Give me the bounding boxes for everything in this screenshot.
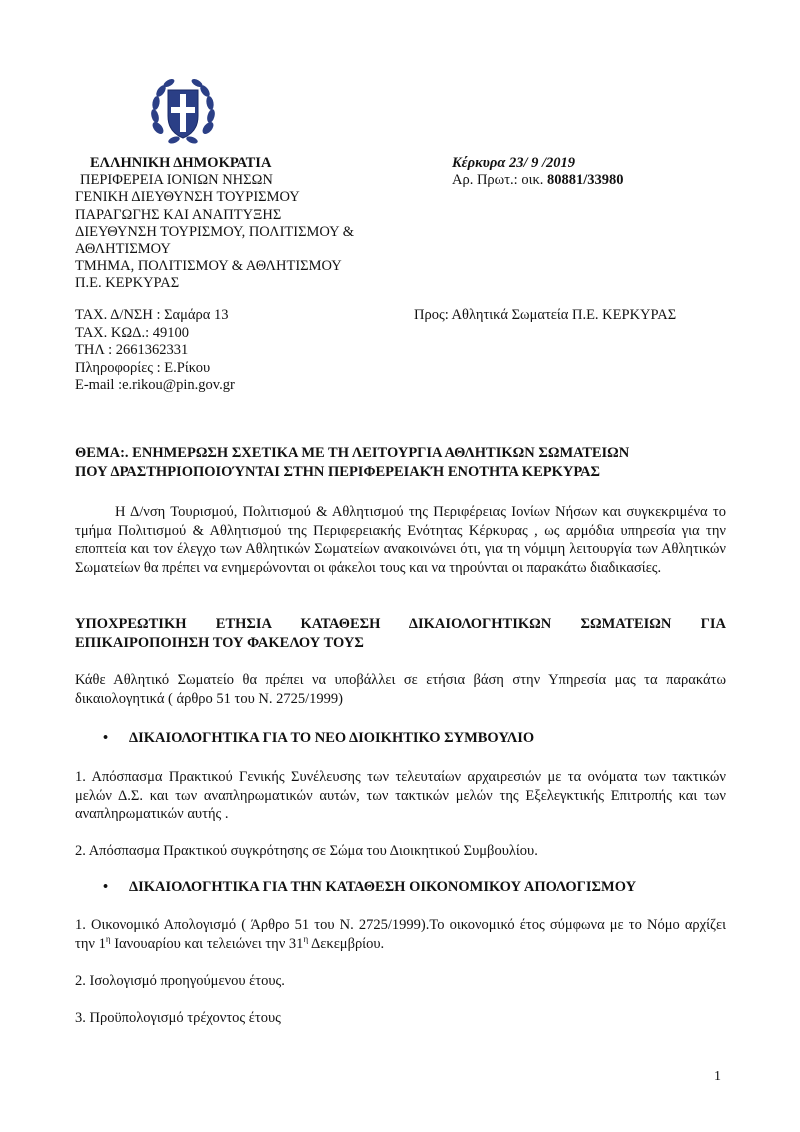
page-number: 1 — [714, 1069, 721, 1084]
contact-block — [75, 307, 235, 395]
document-date: Κέρκυρα 23/ 9 /2019 — [452, 155, 576, 171]
recipient-line: Προς: Αθλητικά Σωματεία Π.Ε. ΚΕΡΚΥΡΑΣ — [414, 307, 677, 323]
board-heading-text: ΔΙΚΑΙΟΛΟΓΗΤΙΚΑ ΓΙΑ ΤΟ ΝΕΟ ΔΙΟΙΚΗΤΙΚΟ ΣΥΜΒΟΥΛΙΟ — [129, 730, 535, 746]
finance-item-2: 2. Ισολογισμό προηγούμενου έτους. — [75, 973, 285, 989]
finance-item-1 — [75, 916, 726, 953]
contact-person: Πληροφορίες : Ε.Ρίκου — [75, 359, 211, 376]
finance-heading-text: ΔΙΚΑΙΟΛΟΓΗΤΙΚΑ ΓΙΑ ΤΗΝ ΚΑΤΑΘΕΣΗ ΟΙΚΟΝΟΜΙΚΟΥ ΑΠΟΛΟΓΙΣΜΟΥ — [129, 879, 637, 895]
board-item-2: 2. Απόσπασμα Πρακτικού συγκρότησης σε Σώμα του Διοικητικού Συμβουλίου. — [75, 843, 538, 859]
finance-documents-heading — [103, 879, 636, 896]
bullet-marker: • — [103, 879, 109, 895]
issuer-line: ΠΑΡΑΓΩΓΗΣ ΚΑΙ ΑΝΑΠΤΥΞΗΣ — [75, 206, 282, 223]
phone-number: ΤΗΛ : 2661362331 — [75, 342, 189, 359]
protocol-label: Αρ. Πρωτ.: οικ. — [452, 172, 548, 189]
finance-item-1-text: Δεκεμβρίου. — [308, 935, 385, 952]
section-intro-paragraph: Κάθε Αθλητικό Σωματείο θα πρέπει να υποβάλλει σε ετήσια βάση στην Υπηρεσία μας τα παρακάτω δικαιολογητικά ( άρθρο 51 του Ν. 2725/1999) — [75, 672, 726, 707]
ordinal-suffix: η — [303, 933, 309, 944]
finance-item-1-text: 1. Οικονομικό Απολογισμό ( Άρθρο 51 του Ν. 2725/1999).Το οικονομικό έτος σύμφωνα με το Νόμο αρχίζει την 1 — [75, 917, 726, 952]
board-item-1: 1. Απόσπασμα Πρακτικού Γενικής Συνέλευσης των τελευταίων αρχαιρεσιών με τα ονόματα των τακτικών μελών Δ.Σ. και των αναπληρωματικών αυτών, των τακτικών μελών της Εξελεγκτικής Επιτροπής και των αναπληρωματικών αυτής . — [75, 769, 726, 823]
postal-code: ΤΑΧ. ΚΩΔ.: 49100 — [75, 324, 189, 341]
finance-item-3: 3. Προϋπολογισμό τρέχοντος έτους — [75, 1010, 281, 1026]
ordinal-suffix: η — [105, 933, 111, 944]
finance-item-1-text: Ιανουαρίου και τελειώνει την 31 — [110, 935, 304, 952]
section-heading: ΥΠΟΧΡΕΩΤΙΚΗ ΕΤΗΣΙΑ ΚΑΤΑΘΕΣΗ ΔΙΚΑΙΟΛΟΓΗΤΙΚΩΝ ΣΩΜΑΤΕΙΩΝ ΓΙΑ ΕΠΙΚΑΙΡΟΠΟΙΗΣΗ ΤΟΥ ΦΑΚΕΛΟΥ ΤΟΥΣ — [75, 616, 726, 651]
issuer-block — [75, 155, 354, 293]
issuer-line: ΑΘΛΗΤΙΣΜΟΥ — [75, 241, 171, 258]
postal-address: ΤΑΧ. Δ/ΝΣΗ : Σαμάρα 13 — [75, 307, 229, 323]
email-address: E-mail :e.rikou@pin.gov.gr — [75, 377, 235, 394]
issuer-line: ΓΕΝΙΚΗ ΔΙΕΥΘΥΝΣΗ ΤΟΥΡΙΣΜΟΥ — [75, 189, 300, 206]
bullet-marker: • — [103, 730, 109, 746]
protocol-line — [452, 172, 624, 189]
protocol-number: 80881/33980 — [547, 172, 624, 189]
intro-paragraph: Η Δ/νση Τουρισμού, Πολιτισμού & Αθλητισμού της Περιφέρειας Ιονίων Νήσων και συγκεκριμένα το τμήμα Πολιτισμού & Αθλητισμού της Περιφερειακής Ενότητας Κέρκυρας , ως αρμόδια υπηρεσία για την εποπτεία και τον έλεγχο των Αθλητικών Σωματείων ανακοινώνει ότι, για τη νόμιμη λειτουργία των Αθλητικών Σωματείων θα πρέπει να ενημερώνονται οι φάκελοι τους και να τηρούνται οι παρακάτω διαδικασίες. — [75, 504, 726, 576]
date-protocol-block — [452, 155, 624, 189]
greek-emblem-icon — [150, 76, 216, 148]
issuer-line: ΔΙΕΥΘΥΝΣΗ ΤΟΥΡΙΣΜΟΥ, ΠΟΛΙΤΙΣΜΟΥ & — [75, 223, 355, 240]
board-documents-heading — [103, 730, 534, 747]
issuer-line: ΤΜΗΜΑ, ΠΟΛΙΤΙΣΜΟΥ & ΑΘΛΗΤΙΣΜΟΥ — [75, 258, 342, 275]
issuer-line: Π.Ε. ΚΕΡΚΥΡΑΣ — [75, 275, 180, 292]
region-name: ΠΕΡΙΦΕΡΕΙΑ ΙΟΝΙΩΝ ΝΗΣΩΝ — [80, 172, 273, 189]
subject-block — [75, 444, 725, 482]
subject-line: ΠΟΥ ΔΡΑΣΤΗΡΙΟΠΟΙΟΎΝΤΑΙ ΣΤΗΝ ΠΕΡΙΦΕΡΕΙΑΚΉ ΕΝΟΤΗΤΑ ΚΕΡΚΥΡΑΣ — [75, 464, 601, 480]
subject-line: ΘΕΜΑ:. ΕΝΗΜΕΡΩΣΗ ΣΧΕΤΙΚΑ ΜΕ ΤΗ ΛΕΙΤΟΥΡΓΙΑ ΑΘΛΗΤΙΚΩΝ ΣΩΜΑΤΕΙΩΝ — [75, 445, 630, 461]
republic-name: ΕΛΛΗΝΙΚΗ ΔΗΜΟΚΡΑΤΙΑ — [90, 155, 272, 171]
